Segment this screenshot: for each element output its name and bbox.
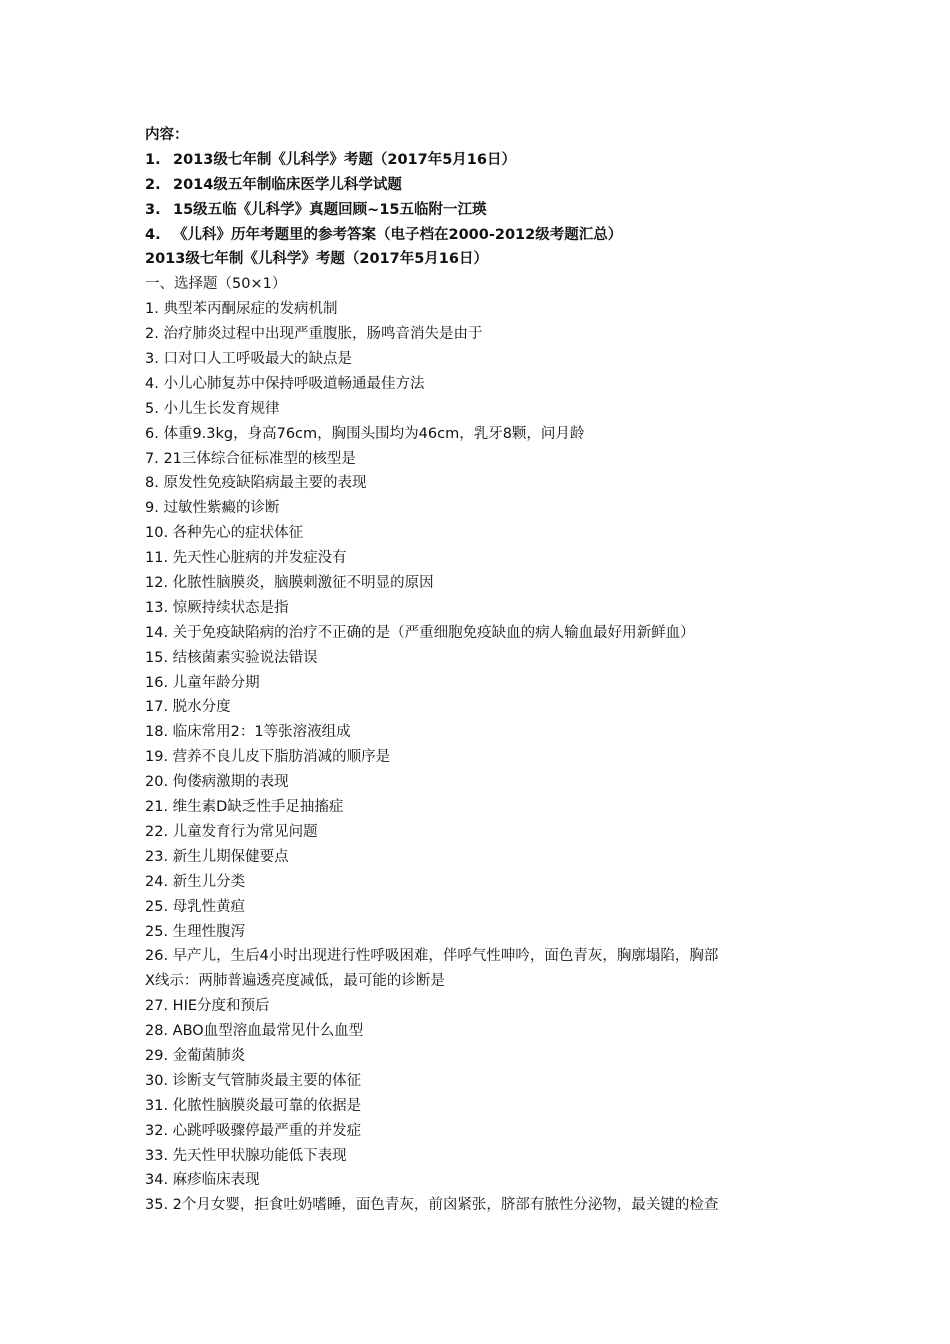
question-item: 25. 生理性腹泻 — [145, 923, 246, 940]
question-item: 11. 先天性心脏病的并发症没有 — [145, 550, 347, 567]
question-item: 16. 儿童年龄分期 — [145, 674, 260, 691]
question-item: 23. 新生儿期保健要点 — [145, 848, 289, 865]
question-item: 22. 儿童发育行为常见问题 — [145, 823, 318, 840]
contents-label: 内容： — [145, 127, 189, 143]
question-item: 4. 小儿心肺复苏中保持呼吸道畅通最佳方法 — [145, 375, 425, 392]
question-item-line2: X线示：两肺普遍透亮度减低，最可能的诊断是 — [145, 973, 445, 990]
question-item: 7. 21三体综合征标准型的核型是 — [145, 450, 356, 467]
question-item: 35. 2个月女婴，拒食吐奶嗜睡，面色青灰，前囟紧张，脐部有脓性分泌物，最关键的检查 — [145, 1197, 719, 1214]
toc-text: 15级五临《儿科学》真题回顾~15五临附一江瑛 — [173, 201, 487, 218]
toc-item — [145, 148, 815, 173]
question-item: 21. 维生素D缺乏性手足抽搐症 — [145, 799, 344, 816]
question-item: 8. 原发性免疫缺陷病最主要的表现 — [145, 475, 367, 492]
question-item: 18. 临床常用2：1等张溶液组成 — [145, 724, 351, 741]
toc-number: 4. — [145, 226, 161, 243]
question-item: 27. HIE分度和预后 — [145, 998, 270, 1015]
question-item: 14. 关于免疫缺陷病的治疗不正确的是（严重细胞免疫缺血的病人输血最好用新鲜血） — [145, 624, 695, 641]
question-item-line1: 26. 早产儿，生后4小时出现进行性呼吸困难，伴呼气性呻吟，面色青灰，胸廓塌陷，胸部 — [145, 948, 719, 965]
toc-number: 3. — [145, 201, 161, 218]
question-item: 30. 诊断支气管肺炎最主要的体征 — [145, 1072, 362, 1089]
question-item: 34. 麻疹临床表现 — [145, 1172, 260, 1189]
question-item: 2. 治疗肺炎过程中出现严重腹胀，肠鸣音消失是由于 — [145, 326, 483, 343]
question-item: 1. 典型苯丙酮尿症的发病机制 — [145, 301, 338, 318]
question-item: 13. 惊厥持续状态是指 — [145, 599, 289, 616]
toc-text: 2014级五年制临床医学儿科学试题 — [173, 176, 402, 193]
question-item: 31. 化脓性脑膜炎最可靠的依据是 — [145, 1097, 362, 1114]
toc-item — [145, 223, 815, 248]
question-item: 19. 营养不良儿皮下脂肪消减的顺序是 — [145, 749, 391, 766]
question-item: 12. 化脓性脑膜炎，脑膜刺激征不明显的原因 — [145, 575, 434, 592]
question-item: 15. 结核菌素实验说法错误 — [145, 649, 318, 666]
question-item: 33. 先天性甲状腺功能低下表现 — [145, 1147, 347, 1164]
question-item: 25. 母乳性黄疸 — [145, 898, 246, 915]
question-item: 32. 心跳呼吸骤停最严重的并发症 — [145, 1122, 362, 1139]
toc-number: 2. — [145, 176, 161, 193]
question-item: 20. 佝偻病激期的表现 — [145, 774, 289, 791]
toc-text: 《儿科》历年考题里的参考答案（电子档在2000-2012级考题汇总） — [173, 226, 623, 243]
toc-item — [145, 198, 815, 223]
question-item: 3. 口对口人工呼吸最大的缺点是 — [145, 351, 352, 368]
question-item: 28. ABO血型溶血最常见什么血型 — [145, 1023, 364, 1040]
question-item: 29. 金葡菌肺炎 — [145, 1047, 246, 1064]
toc-item — [145, 173, 815, 198]
question-item: 10. 各种先心的症状体征 — [145, 525, 304, 542]
question-item: 5. 小儿生长发育规律 — [145, 400, 280, 417]
question-item: 6. 体重9.3kg，身高76cm，胸围头围均为46cm，乳牙8颗，问月龄 — [145, 425, 585, 442]
toc-text: 2013级七年制《儿科学》考题（2017年5月16日） — [173, 151, 516, 168]
question-item: 24. 新生儿分类 — [145, 873, 246, 890]
question-item: 17. 脱水分度 — [145, 699, 231, 716]
part-title: 一、选择题（50×1） — [145, 276, 287, 293]
section-title: 2013级七年制《儿科学》考题（2017年5月16日） — [145, 251, 488, 268]
toc-number: 1. — [145, 151, 161, 168]
document-body — [145, 123, 815, 1218]
question-item: 9. 过敏性紫癜的诊断 — [145, 500, 280, 517]
